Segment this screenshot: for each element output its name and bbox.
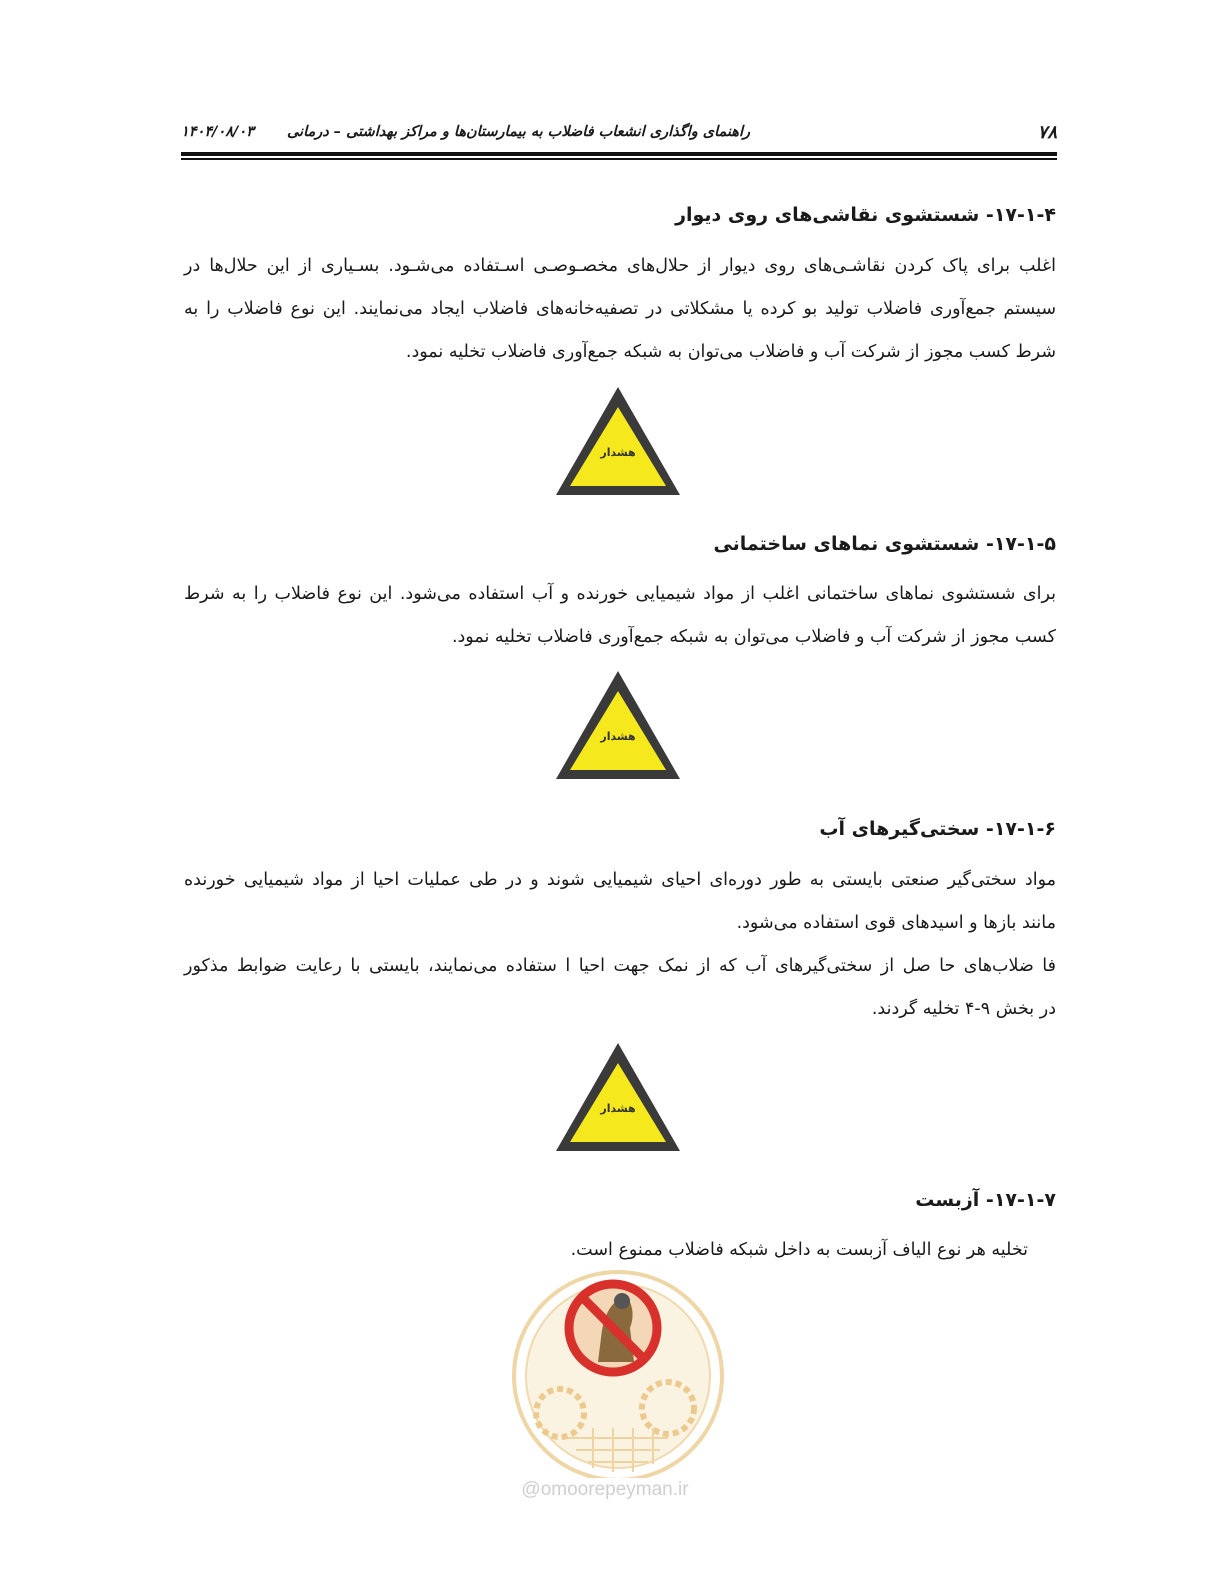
warning-label: هشدار [600, 730, 636, 743]
paragraph-line: برای شستشوی نماهای ساختمانی اغلب از مواد شیمیایی خورنده و آب استفاده می‌شود. این نوع فاضلاب را به شرط [184, 584, 1056, 604]
section-heading-water-softeners: ۱۷-۱-۶- سختی‌گیرهای آب [819, 818, 1056, 840]
warning-label: هشدار [600, 1102, 636, 1115]
paragraph-line: شرط کسب مجوز از شرکت آب و فاضلاب می‌توان به شبکه جمع‌آوری فاضلاب تخلیه نمود. [405, 342, 1056, 362]
paragraph-line: فا ضلاب‌های حا صل از سختی‌گیرهای آب که از نمک جهت احیا ا ستفاده می‌نمایند، بایستی با رعایت ضوابط مذکور [184, 956, 1056, 976]
no-asbestos-emblem [498, 1268, 738, 1478]
header-rule-thin [181, 158, 1057, 160]
paragraph-line: اغلب برای پاک کردن نقاشـی‌های روی دیوار از حلال‌های مخصـوصـی اسـتفاده می‌شـود. بسـیاری از این حلال‌ها در [184, 256, 1056, 276]
page-number: ۷۸ [1037, 121, 1057, 143]
paragraph-line: تخلیه هر نوع الیاف آزبست به داخل شبکه فاضلاب ممنوع است. [570, 1240, 1028, 1260]
header-rule-thick [181, 152, 1057, 156]
paragraph-line: مانند بازها و اسیدهای قوی استفاده می‌شود. [736, 913, 1056, 933]
paragraph-line: مواد سختی‌گیر صنعتی بایستی به طور دوره‌ای احیای شیمیایی شوند و در طی عملیات احیا از مواد شیمیایی خورنده [184, 870, 1056, 890]
section-heading-asbestos: ۱۷-۱-۷- آزبست [915, 1189, 1056, 1211]
header-date: ۱۴۰۴/۰۸/۰۳ [181, 124, 254, 140]
warning-triangle-icon [554, 669, 682, 781]
paragraph-line: کسب مجوز از شرکت آب و فاضلاب می‌توان به شبکه جمع‌آوری فاضلاب تخلیه نمود. [451, 627, 1056, 647]
warning-sign [554, 669, 682, 781]
watermark-text: @omoorepeyman.ir [521, 1479, 689, 1500]
header-title [181, 124, 750, 140]
paragraph-line: سیستم جمع‌آوری فاضلاب تولید بو کرده یا مشکلاتی در تصفیه‌خانه‌های فاضلاب ایجاد می‌نمایند. این نوع فاضلاب را به [184, 299, 1056, 319]
warning-label: هشدار [600, 446, 636, 459]
no-asbestos-icon [498, 1268, 738, 1478]
warning-triangle-icon [554, 1041, 682, 1153]
warning-sign [554, 385, 682, 497]
warning-sign [554, 1041, 682, 1153]
paragraph-line: در بخش ۹-۴ تخلیه گردند. [871, 999, 1056, 1019]
page-header [181, 118, 1057, 146]
section-heading-building-facades: ۱۷-۱-۵- شستشوی نماهای ساختمانی [713, 533, 1056, 555]
warning-triangle-icon [554, 385, 682, 497]
header-title-text: راهنمای واگذاری انشعاب فاضلاب به بیمارستان‌ها و مراکز بهداشتی – درمانی [286, 124, 750, 140]
section-heading-wall-paintings: ۱۷-۱-۴- شستشوی نقاشی‌های روی دیوار [675, 204, 1056, 226]
